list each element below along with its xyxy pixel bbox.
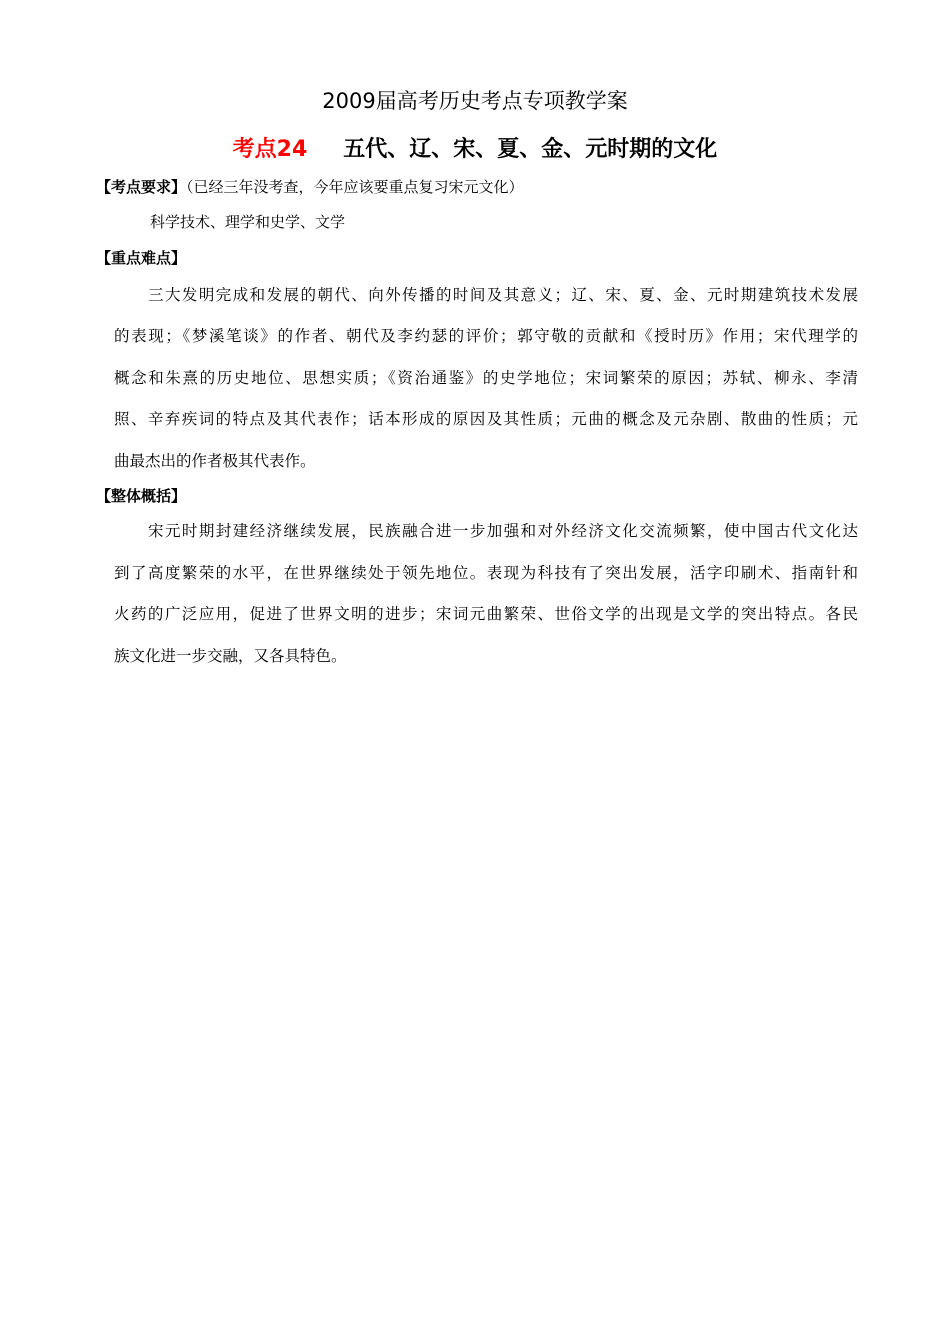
overview-line-4: 族文化进一步交融，又各具特色。 xyxy=(114,647,347,665)
key-points-heading-row xyxy=(96,246,186,270)
overview-heading: 【整体概括】 xyxy=(96,487,187,505)
topic-number-label: 考点24 xyxy=(232,137,308,162)
requirements-note: （已经三年没考查，今年应该要重点复习宋元文化） xyxy=(186,178,524,196)
key-points-line-1: 三大发明完成和发展的朝代、向外传播的时间及其意义；辽、宋、夏、金、元时期建筑技术发展 xyxy=(148,286,858,304)
overview-line-2: 到了高度繁荣的水平，在世界继续处于领先地位。表现为科技有了突出发展，活字印刷术、指南针和 xyxy=(114,564,858,582)
overview-line-1: 宋元时期封建经济继续发展，民族融合进一步加强和对外经济文化交流频繁，使中国古代文化达 xyxy=(148,522,858,540)
document-title: 2009届高考历史考点专项教学案 xyxy=(322,89,628,113)
key-points-line-3: 概念和朱熹的历史地位、思想实质；《资治通鉴》的史学地位；宋词繁荣的原因；苏轼、柳永、李清 xyxy=(114,369,858,387)
key-points-line-2: 的表现；《梦溪笔谈》的作者、朝代及李约瑟的评价；郭守敬的贡献和《授时历》作用；宋代理学的 xyxy=(114,327,858,345)
requirements-content: 科学技术、理学和史学、文学 xyxy=(150,213,346,231)
key-points-heading: 【重点难点】 xyxy=(96,249,187,267)
overview-heading-row xyxy=(96,484,186,508)
key-points-line-4: 照、辛弃疾词的特点及其代表作；话本形成的原因及其性质；元曲的概念及元杂剧、散曲的性质；元 xyxy=(114,410,858,428)
requirements-heading-row xyxy=(96,175,524,199)
topic-title-text: 五代、辽、宋、夏、金、元时期的文化 xyxy=(343,137,718,162)
key-points-line-5: 曲最杰出的作者极其代表作。 xyxy=(114,452,316,470)
overview-line-3: 火药的广泛应用，促进了世界文明的进步；宋词元曲繁荣、世俗文学的出现是文学的突出特点。各民 xyxy=(114,605,858,623)
topic-subtitle xyxy=(0,134,950,166)
requirements-heading: 【考点要求】 xyxy=(96,178,187,196)
